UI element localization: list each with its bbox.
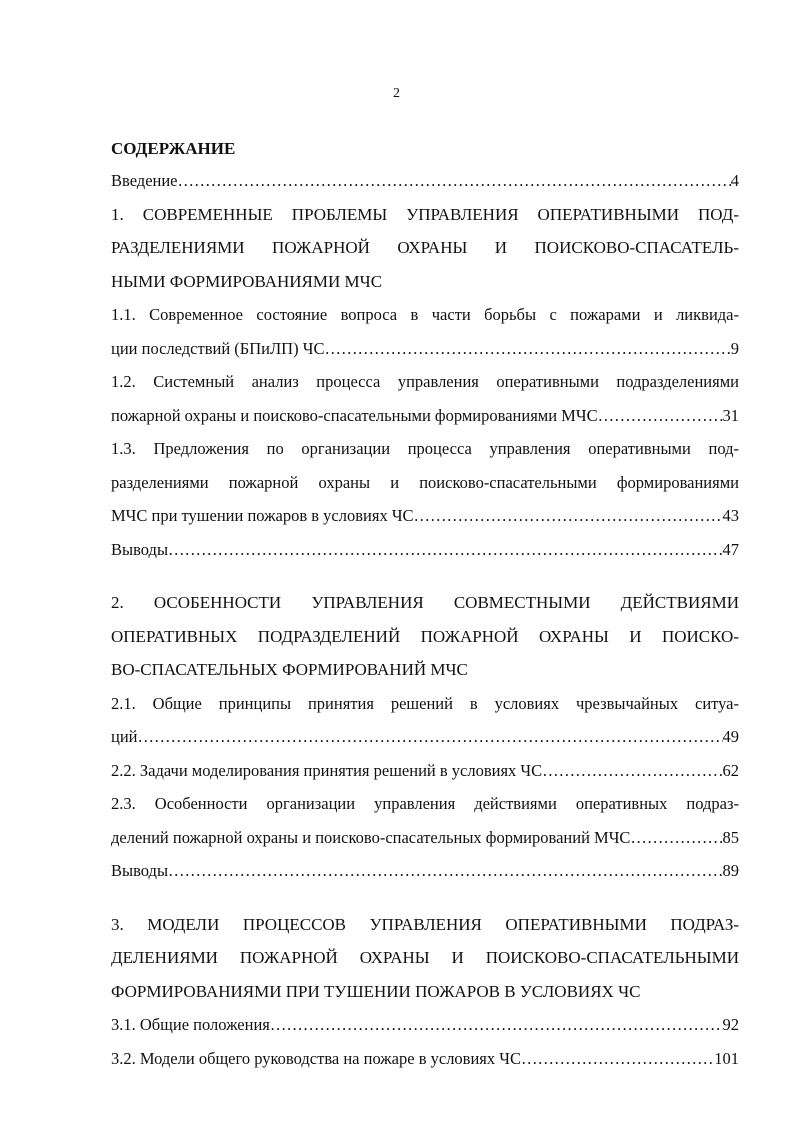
toc-entry-1-1-line-1: 1.1. Современное состояние вопроса в части борьбы с пожарами и ликвида- [111, 305, 739, 324]
table-of-contents [111, 134, 739, 1075]
page-ref: 101 [714, 1048, 739, 1068]
toc-heading: СОДЕРЖАНИЕ [111, 139, 236, 158]
chapter-2-title-line-3: ВО-СПАСАТЕЛЬНЫХ ФОРМИРОВАНИЙ МЧС [111, 660, 468, 679]
toc-entry-1-3: МЧС при тушении пожаров в условиях ЧС ………………………………………………………………………………………………………………………………………………………………………… 43 [111, 499, 739, 533]
page-ref: 31 [722, 405, 739, 425]
chapter-3-title-line-2: ДЕЛЕНИЯМИ ПОЖАРНОЙ ОХРАНЫ И ПОИСКОВО-СПАСАТЕЛЬНЫМИ [111, 948, 739, 967]
toc-entry-2-conclusions: Выводы ………………………………………………………………………………………………………………………………………………………………………… 89 [111, 854, 739, 888]
page-ref: 85 [722, 827, 739, 847]
page-number: 2 [393, 86, 400, 101]
toc-entry-intro: Введение ………………………………………………………………………………………………………………………………………………………………………… 4 [111, 164, 739, 198]
page-ref: 47 [722, 539, 739, 559]
toc-entry-1-conclusions: Выводы ………………………………………………………………………………………………………………………………………………………………………… 47 [111, 533, 739, 567]
toc-entry-1-3-line-2: разделениями пожарной охраны и поисково-спасательными формированиями [111, 472, 739, 492]
toc-entry-3-2: 3.2. Модели общего руководства на пожаре в условиях ЧС ………………………………………………………………………………………………………………………………………………………………………… 101 [111, 1042, 739, 1076]
toc-entry-2-3: делений пожарной охраны и поисково-спасательных формирований МЧС ………………………………………………………………………………………………………………………………………………………………………… 85 [111, 821, 739, 855]
chapter-1-title-line-1: 1. СОВРЕМЕННЫЕ ПРОБЛЕМЫ УПРАВЛЕНИЯ ОПЕРАТИВНЫМИ ПОД- [111, 204, 739, 224]
toc-entry-1-1: ции последствий (БПиЛП) ЧС ………………………………………………………………………………………………………………………………………………………………………… 9 [111, 332, 739, 366]
toc-entry-3-1: 3.1. Общие положения ………………………………………………………………………………………………………………………………………………………………………… 92 [111, 1008, 739, 1042]
page-ref: 89 [722, 861, 739, 880]
toc-entry-2-3-line-1: 2.3. Особенности организации управления действиями оперативных подраз- [111, 794, 739, 813]
chapter-3-title-line-1: 3. МОДЕЛИ ПРОЦЕССОВ УПРАВЛЕНИЯ ОПЕРАТИВНЫМИ ПОДРАЗ- [111, 914, 739, 934]
chapter-1-title-line-2: РАЗДЕЛЕНИЯМИ ПОЖАРНОЙ ОХРАНЫ И ПОИСКОВО-СПАСАТЕЛЬ- [111, 238, 739, 257]
page-ref: 92 [722, 1015, 739, 1034]
chapter-2-title-line-1: 2. ОСОБЕННОСТИ УПРАВЛЕНИЯ СОВМЕСТНЫМИ ДЕЙСТВИЯМИ [111, 593, 739, 612]
toc-entry-1-2-line-1: 1.2. Системный анализ процесса управления оперативными подразделениями [111, 372, 739, 391]
page-ref: 43 [722, 506, 739, 525]
toc-entry-2-2: 2.2. Задачи моделирования принятия решений в условиях ЧС ………………………………………………………………………………………………………………………………………………………………………… 62 [111, 754, 739, 788]
chapter-3-title-line-3: ФОРМИРОВАНИЯМИ ПРИ ТУШЕНИИ ПОЖАРОВ В УСЛОВИЯХ ЧС [111, 981, 641, 1001]
toc-entry-1-3-line-1: 1.3. Предложения по организации процесса управления оперативными под- [111, 439, 739, 458]
chapter-1-title-line-3: НЫМИ ФОРМИРОВАНИЯМИ МЧС [111, 271, 383, 291]
page-ref: 9 [730, 338, 739, 358]
toc-entry-2-1-line-1: 2.1. Общие принципы принятия решений в условиях чрезвычайных ситуа- [111, 693, 739, 713]
page-ref: 49 [722, 727, 739, 746]
toc-entry-2-1: ций ………………………………………………………………………………………………………………………………………………………………………… 49 [111, 720, 739, 754]
toc-entry-1-2: пожарной охраны и поисково-спасательными формированиями МЧС ………………………………………………………………………………………………………………………………………………………………………… 31 [111, 399, 739, 433]
chapter-2-title-line-2: ОПЕРАТИВНЫХ ПОДРАЗДЕЛЕНИЙ ПОЖАРНОЙ ОХРАНЫ И ПОИСКО- [111, 626, 739, 646]
page-ref: 62 [722, 760, 739, 780]
page-ref: 4 [730, 171, 739, 190]
